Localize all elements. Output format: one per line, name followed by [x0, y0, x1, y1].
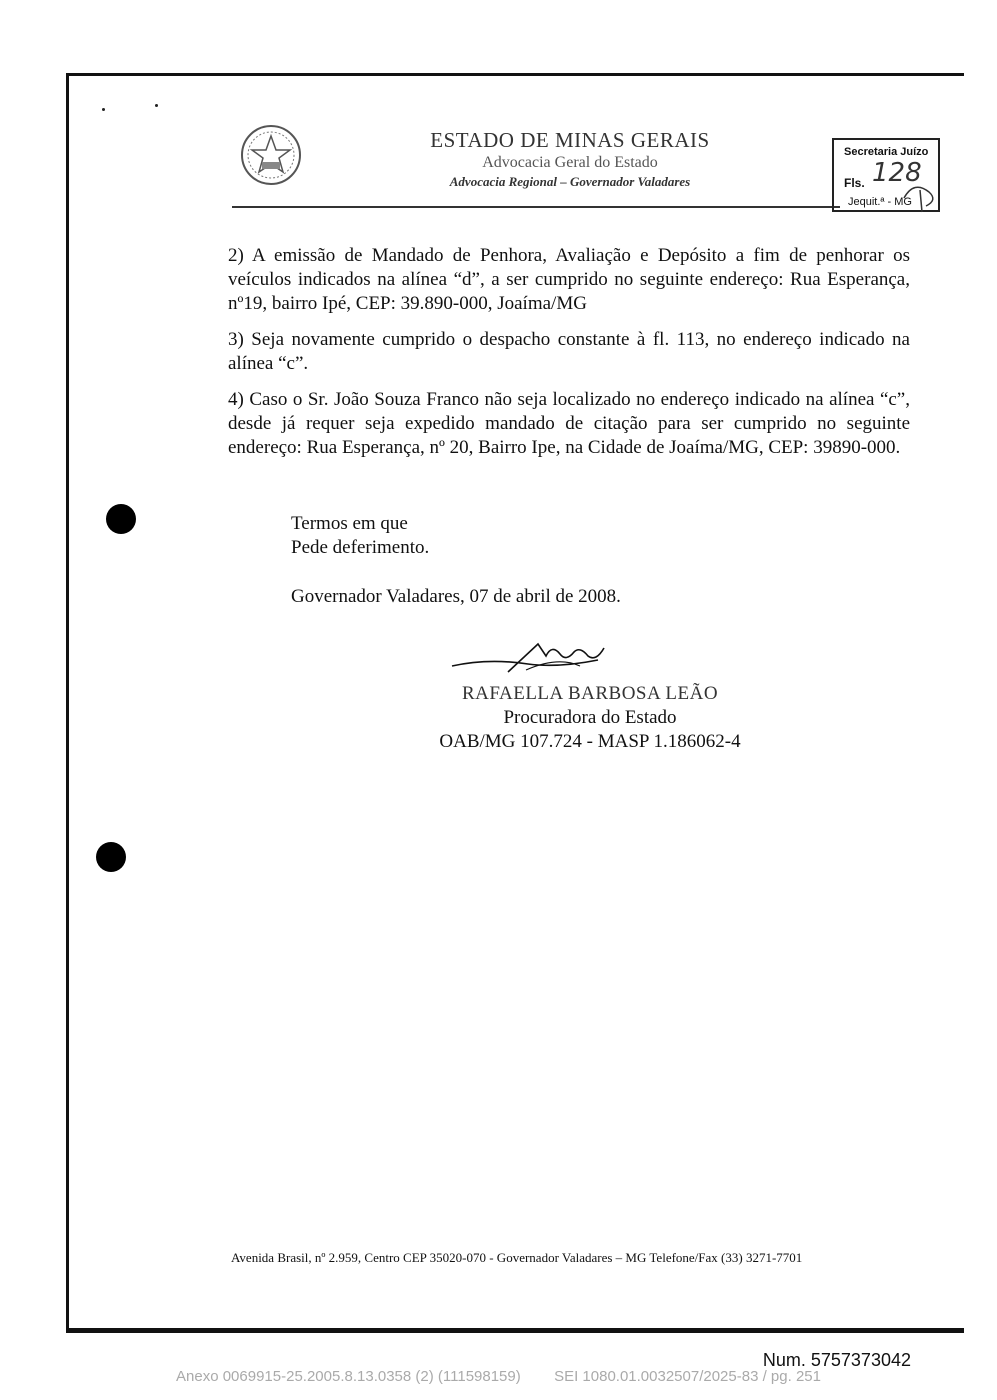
scan-speck [102, 108, 105, 111]
handwritten-signature [448, 636, 618, 686]
scan-speck [155, 104, 158, 107]
paragraph-item-3: 3) Seja novamente cumprido o despacho constante à fl. 113, no endereço indicado na alínea “c”. [228, 329, 910, 374]
closing-line-1: Termos em que [291, 513, 408, 534]
stamp-initials-scribble [834, 140, 942, 214]
stamp-secretaria-label: Secretaria Juízo [844, 146, 929, 158]
annex-reference: Anexo 0069915-25.2005.8.13.0358 (2) (111598159) SEI 1080.01.0032507/2025-83 / pg. 251 [176, 1368, 821, 1385]
paragraph-item-2: 2) A emissão de Mandado de Penhora, Avaliação e Depósito a fim de penhorar os veículos indicados na alínea “d”, a ser cumprido no seguinte endereço: Rua Esperança, nº19, bairro Ipé, CEP: 39.890-000, Joaíma/MG [228, 245, 910, 314]
paragraph-item-4: 4) Caso o Sr. João Souza Franco não seja localizado no endereço indicado na alínea “c”, desde já requer seja expedido mandado de citação para ser cumprido no seguinte endereço: Rua Esperança, nº 20, Bairro Ipe, na Cidade de Joaíma/MG, CEP: 39890-000. [228, 389, 910, 458]
coat-of-arms-seal [240, 124, 302, 186]
letterhead-regional-office: Advocacia Regional – Governador Valadares [449, 174, 691, 189]
letterhead [400, 128, 740, 190]
punch-hole [96, 842, 126, 872]
stamp-location: Jequit.ª - MG [848, 196, 912, 208]
punch-hole [106, 504, 136, 534]
place-and-date: Governador Valadares, 07 de abril de 2008. [291, 586, 621, 607]
footer-address: Avenida Brasil, nº 2.959, Centro CEP 35020-070 - Governador Valadares – MG Telefone/Fax (33) 3271-7701 [231, 1250, 803, 1265]
signer-block [390, 682, 790, 754]
stamp-fls-label: Fls. [844, 176, 865, 190]
closing-line-2: Pede deferimento. [291, 537, 430, 558]
letterhead-agency: Advocacia Geral do Estado [482, 154, 658, 171]
letterhead-divider [232, 206, 840, 208]
signer-title: Procuradora do Estado [503, 707, 677, 728]
signer-registration: OAB/MG 107.724 - MASP 1.186062-4 [439, 731, 741, 752]
signer-name: RAFAELLA BARBOSA LEÃO [461, 683, 719, 704]
court-page-stamp [832, 138, 940, 212]
letterhead-state: ESTADO DE MINAS GERAIS [430, 128, 710, 152]
stamp-page-number: 128 [872, 158, 922, 188]
document-number: Num. 5757373042 [762, 1350, 911, 1370]
